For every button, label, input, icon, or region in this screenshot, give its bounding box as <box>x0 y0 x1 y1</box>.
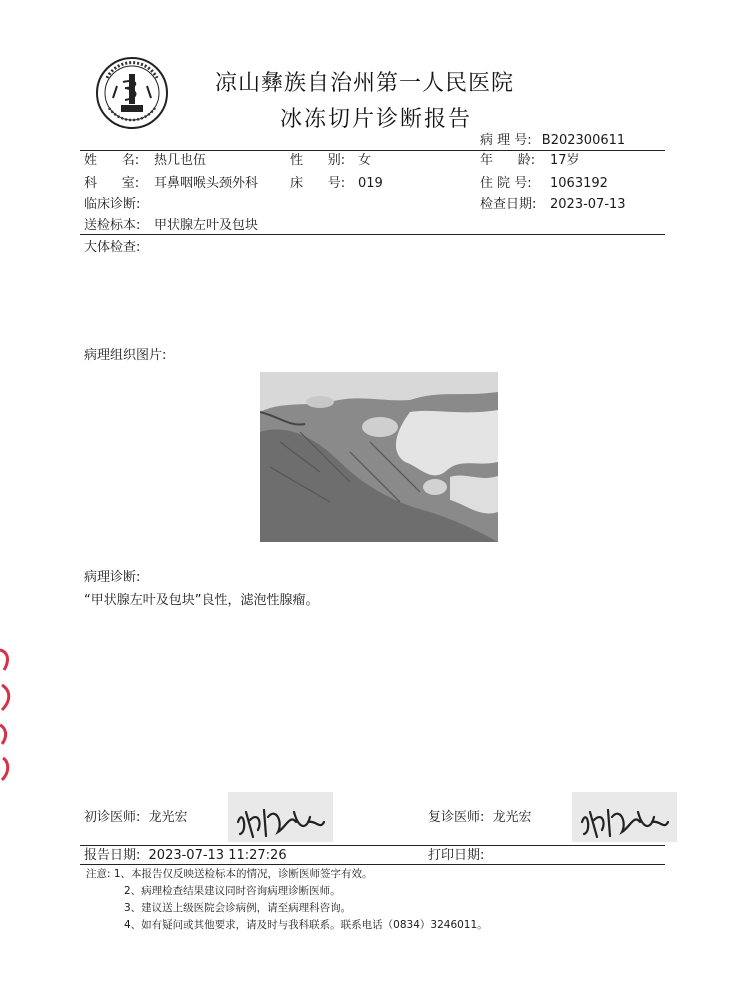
note-item: 3、建议送上级医院会诊病例，请至病理科咨询。 <box>124 902 352 914</box>
print-date <box>428 848 484 864</box>
age-label: 年 龄: <box>480 153 536 168</box>
signature-rule <box>80 845 665 846</box>
initial-doctor-signature <box>228 792 333 842</box>
red-stamp-fragment <box>0 640 14 790</box>
histology-image-label: 病理组织图片: <box>84 348 167 363</box>
patient-admission <box>480 176 608 192</box>
pathology-number-label: 病 理 号: <box>480 133 532 148</box>
report-date-label: 报告日期: <box>84 848 141 863</box>
name-value: 热几也伍 <box>154 153 207 168</box>
specimen-label: 送检标本: <box>84 218 141 233</box>
admission-label: 住 院 号: <box>480 176 532 191</box>
initial-doctor-name: 龙光宏 <box>148 810 188 825</box>
admission-value: 1063192 <box>550 176 608 191</box>
hospital-name: 凉山彝族自治州第一人民医院 <box>215 71 515 96</box>
note-item: 4、如有疑问或其他要求，请及时与我科联系。联系电话（0834）3246011。 <box>124 919 488 931</box>
pathology-number <box>480 133 625 149</box>
footer-rule <box>80 864 665 865</box>
clinical-dx-label: 临床诊断: <box>84 197 141 212</box>
patient-age <box>480 153 580 169</box>
sex-value: 女 <box>358 153 372 168</box>
diagnosis-text: “甲状腺左叶及包块”良性，滤泡性腺瘤。 <box>84 593 319 608</box>
patient-department <box>84 176 258 192</box>
patient-bed <box>290 176 383 192</box>
patient-sex <box>290 153 371 169</box>
review-doctor-name: 龙光宏 <box>492 810 532 825</box>
report-title: 冰冻切片诊断报告 <box>280 107 473 132</box>
pathology-number-value: B202300611 <box>541 133 626 148</box>
review-doctor-signature <box>572 792 677 842</box>
hospital-logo-seal <box>95 56 169 130</box>
bed-label: 床 号: <box>290 176 346 191</box>
gross-exam-label: 大体检查: <box>84 240 141 255</box>
note-item: 注意: 1、本报告仅反映送检标本的情况，诊断医师签字有效。 <box>86 868 373 880</box>
exam-date <box>480 197 626 213</box>
dept-label: 科 室: <box>84 176 140 191</box>
histology-micrograph <box>260 372 498 542</box>
print-date-label: 打印日期: <box>428 848 485 863</box>
review-doctor-label: 复诊医师: <box>428 810 485 825</box>
sex-label: 性 别: <box>290 153 346 168</box>
dept-value: 耳鼻咽喉头颈外科 <box>154 176 259 191</box>
bed-value: 019 <box>358 176 383 191</box>
patient-info-rule <box>80 234 665 235</box>
report-date-value: 2023-07-13 11:27:26 <box>148 848 287 863</box>
report-notes <box>86 866 488 934</box>
name-label: 姓 名: <box>84 153 140 168</box>
review-doctor <box>428 810 532 826</box>
clinical-diagnosis <box>84 197 140 213</box>
diagnosis-label: 病理诊断: <box>84 570 141 585</box>
initial-doctor-label: 初诊医师: <box>84 810 141 825</box>
age-value: 17岁 <box>550 153 580 168</box>
initial-doctor <box>84 810 188 826</box>
patient-name <box>84 153 206 169</box>
header-rule <box>80 150 665 151</box>
exam-date-label: 检查日期: <box>480 197 537 212</box>
specimen-value: 甲状腺左叶及包块 <box>154 218 259 233</box>
exam-date-value: 2023-07-13 <box>550 197 626 212</box>
specimen <box>84 218 258 234</box>
note-item: 2、病理检查结果建议同时咨询病理诊断医师。 <box>124 885 341 897</box>
report-date <box>84 848 287 864</box>
